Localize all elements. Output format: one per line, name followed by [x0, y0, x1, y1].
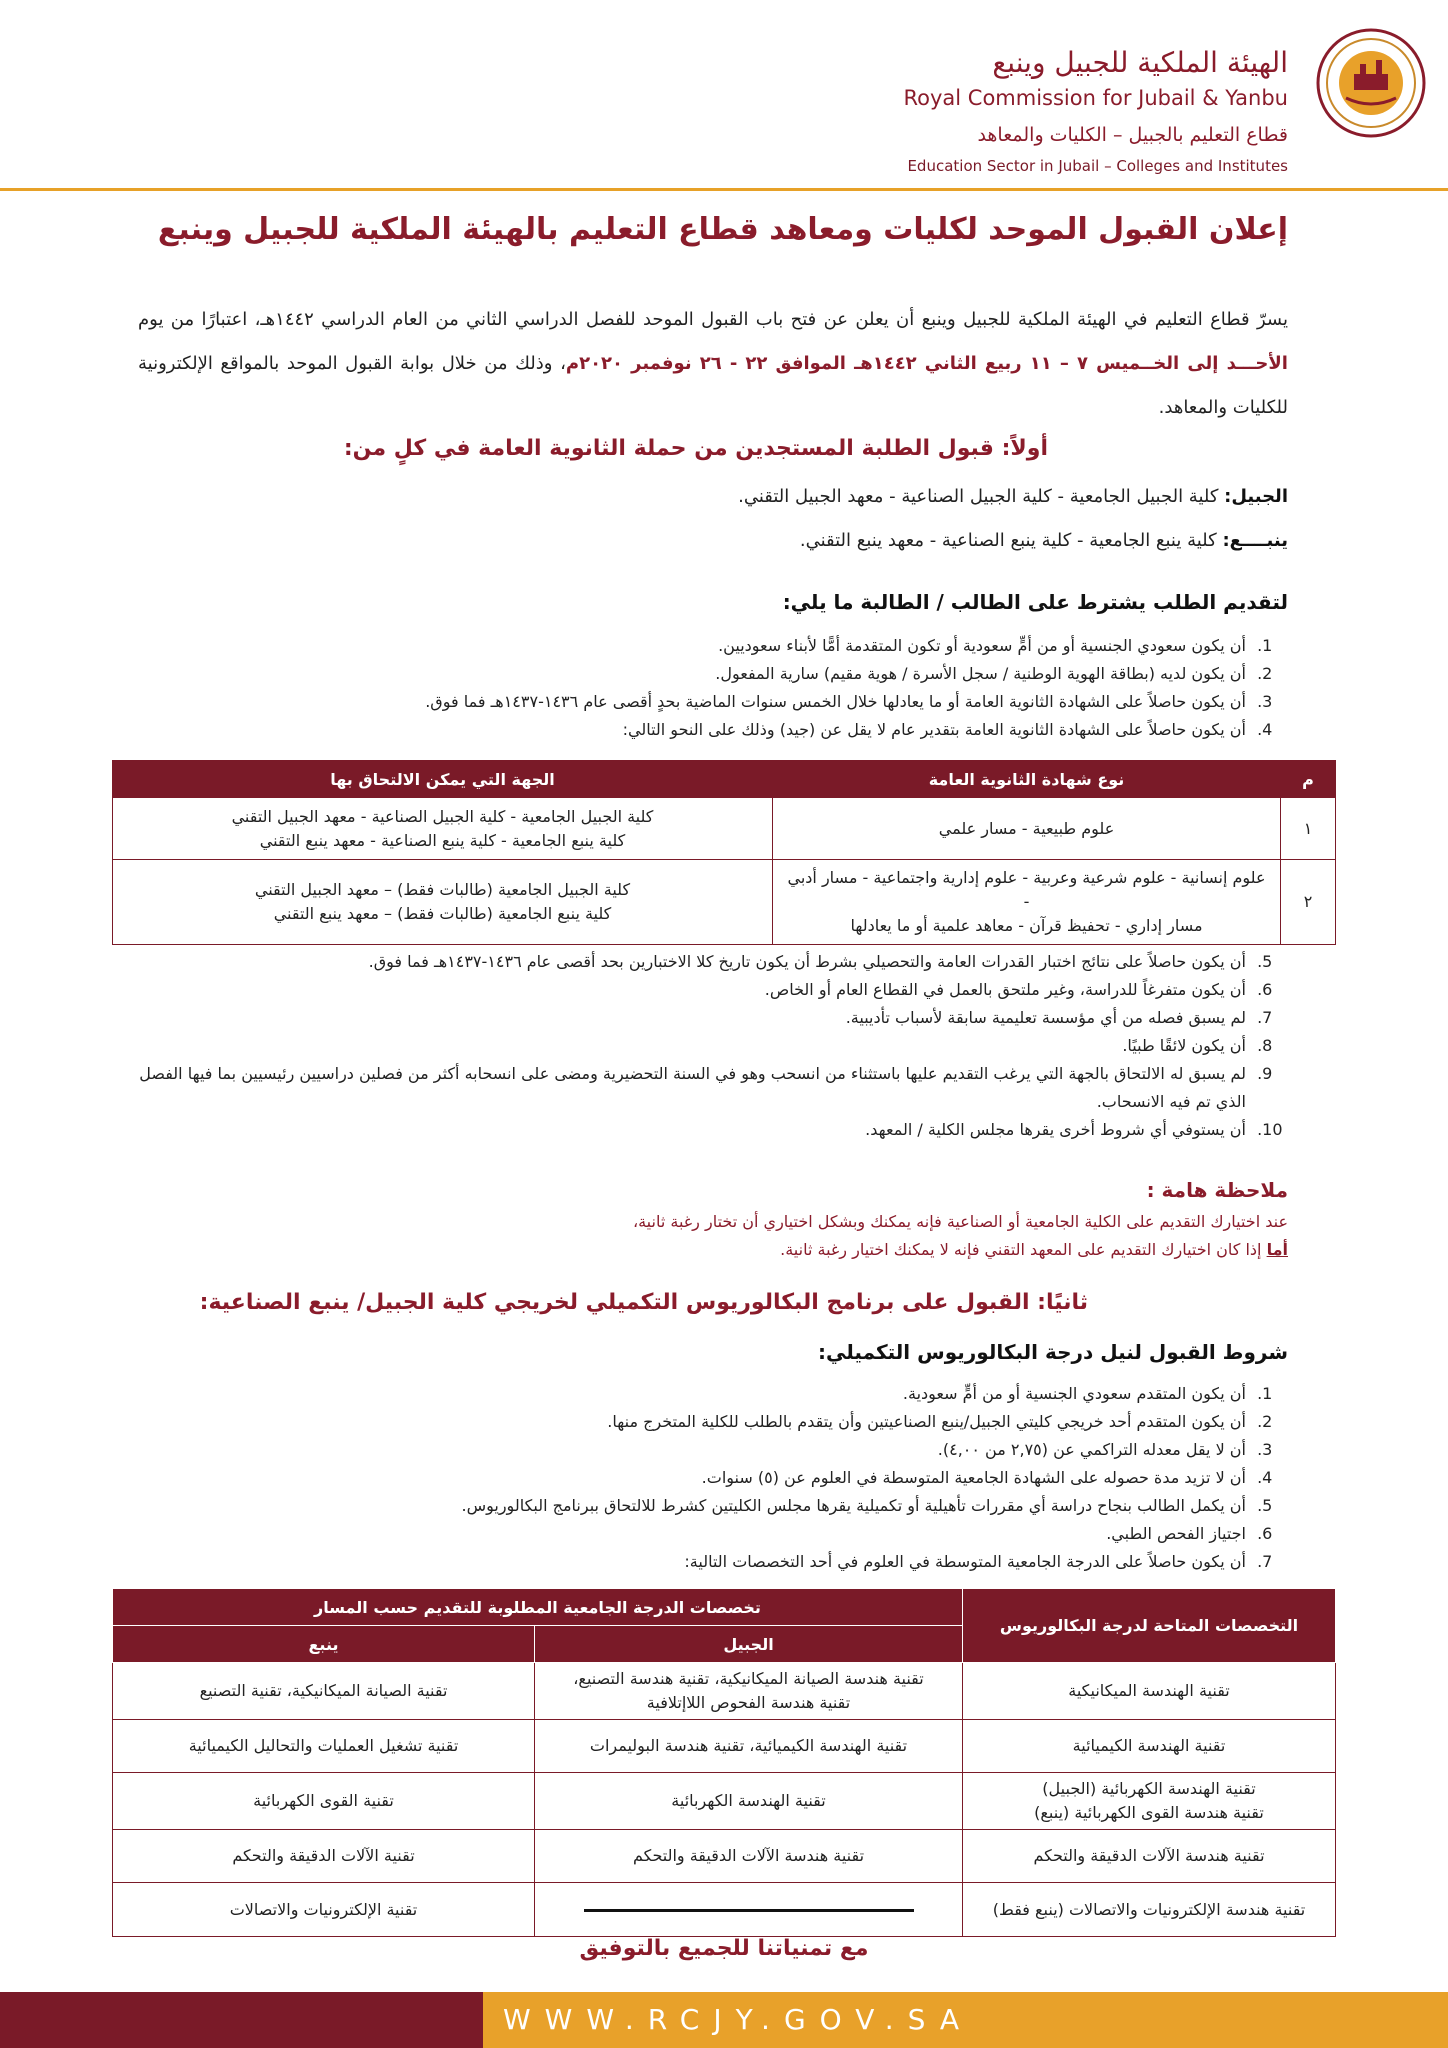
list-item: 4. أن يكون حاصلاً على الشهادة الثانوية العامة بتقدير عام لا يقل عن (جيد) وذلك على النحو التالي: [138, 716, 1252, 744]
col-header-required-degree: تخصصات الدرجة الجامعية المطلوبة للتقديم حسب المسار [113, 1589, 963, 1626]
destination-cell [113, 860, 773, 945]
jubail-cell [535, 1663, 963, 1720]
col-header-bachelor-major: التخصصات المتاحة لدرجة البكالوريوس [963, 1589, 1336, 1663]
list-item: 10. أن يستوفي أي شروط أخرى يقرها مجلس الكلية / المعهد. [138, 1116, 1252, 1144]
list-item: 3. أن لا يقل معدله التراكمي عن (٢,٧٥ من ٤,٠٠). [138, 1436, 1252, 1464]
yanbu-cell: تقنية الآلات الدقيقة والتحكم [113, 1830, 535, 1883]
major-cell: تقنية الهندسة الميكانيكية [963, 1663, 1336, 1720]
list-item: 7. أن يكون حاصلاً على الدرجة الجامعية المتوسطة في العلوم في أحد التخصصات التالية: [138, 1548, 1252, 1576]
yanbu-cell: تقنية الصيانة الميكانيكية، تقنية التصنيع [113, 1663, 535, 1720]
list-item: 2. أن يكون المتقدم أحد خريجي كليتي الجبيل/ينبع الصناعيتين وأن يتقدم بالطلب للكلية المتخرج منها. [138, 1408, 1252, 1436]
destination-line: كلية ينبع الجامعية - كلية ينبع الصناعية - معهد ينبع التقني [259, 830, 626, 850]
list-item: 6. اجتياز الفحص الطبي. [138, 1520, 1252, 1548]
conditions-list-b [138, 948, 1288, 1144]
certificate-type: علوم طبيعية - مسار علمي [773, 798, 1281, 860]
section2-heading: ثانيًا: القبول على برنامج البكالوريوس التكميلي لخريجي كلية الجبيل/ ينبع الصناعية: [199, 1290, 1088, 1315]
col-header-number: م [1281, 761, 1336, 798]
list-item: 4. أن لا تزيد مدة حصوله على الشهادة الجامعية المتوسطة في العلوم عن (٥) سنوات. [138, 1464, 1252, 1492]
col-header-certificate: نوع شهادة الثانوية العامة [773, 761, 1281, 798]
major-line: تقنية الهندسة الكهربائية (الجبيل) [1042, 1779, 1256, 1798]
major-cell: تقنية الهندسة الكيميائية [963, 1720, 1336, 1773]
list-item: 5. أن يكمل الطالب بنجاح دراسة أي مقررات تأهيلية أو تكميلية يقرها مجلس الكليتين كشرط للالتحاق ببرنامج البكالوريوس. [138, 1492, 1252, 1520]
yanbu-colleges-line [800, 530, 1288, 551]
majors-table [112, 1588, 1336, 1937]
destination-cell [113, 798, 773, 860]
note-line-2-text: إذا كان اختيارك التقديم على المعهد التقني فإنه لا يمكنك اختيار رغبة ثانية. [780, 1240, 1267, 1259]
yanbu-cell: تقنية القوى الكهربائية [113, 1773, 535, 1830]
list-item: 5. أن يكون حاصلاً على نتائج اختبار القدرات العامة والتحصيلي بشرط أن يكون تاريخ كلا الاختبارين بحد أقصى عام ١٤٣٦-١٤٣٧هـ فما فوق. [138, 948, 1252, 976]
table-row [113, 1663, 1336, 1720]
table-row [113, 1830, 1336, 1883]
jubail-cell: تقنية الهندسة الكيميائية، تقنية هندسة البوليمرات [535, 1720, 963, 1773]
header-divider [0, 188, 1448, 191]
list-item: 1. أن يكون المتقدم سعودي الجنسية أو من أمٍّ سعودية. [138, 1380, 1252, 1408]
list-item: 9. لم يسبق له الالتحاق بالجهة التي يرغب التقديم عليها باستثناء من انسحب وهو في السنة التحضيرية ومضى على انسحابه أكثر من فصلين دراسيين رئيسيين بما فيها الفصل الذي تم فيه الانسحاب. [138, 1060, 1252, 1116]
intro-text-2: ، وذلك من خلال بوابة القبول الموحد بالمواقع الإلكترونية للكليات والمعاهد. [138, 353, 1288, 418]
list-item: 6. أن يكون متفرغاً للدراسة، وغير ملتحق بالعمل في القطاع العام أو الخاص. [138, 976, 1252, 1004]
destination-line: كلية ينبع الجامعية (طالبات فقط) – معهد ينبع التقني [273, 904, 612, 923]
row-number: ١ [1281, 798, 1336, 860]
bachelor-requirements-heading: شروط القبول لنيل درجة البكالوريوس التكميلي: [818, 1340, 1288, 1364]
yanbu-colleges: كلية ينبع الجامعية - كلية ينبع الصناعية - معهد ينبع التقني. [799, 530, 1223, 551]
table-row [113, 798, 1336, 860]
note-line-2 [300, 1236, 1288, 1264]
jubail-colleges: كلية الجبيل الجامعية - كلية الجبيل الصناعية - معهد الجبيل التقني. [738, 486, 1225, 507]
org-name-english: Royal Commission for Jubail & Yanbu [903, 86, 1288, 110]
requirements-heading: لتقديم الطلب يشترط على الطالب / الطالبة ما يلي: [782, 590, 1288, 614]
footer-maroon-bar [0, 1992, 483, 2048]
intro-paragraph [138, 298, 1288, 430]
note-heading: ملاحظة هامة : [1146, 1178, 1288, 1202]
table-row [113, 1883, 1336, 1937]
major-cell: تقنية هندسة الإلكترونيات والاتصالات (ينبع فقط) [963, 1883, 1336, 1937]
list-item: 8. أن يكون لائقًا طبيًا. [138, 1032, 1252, 1060]
col-header-destination: الجهة التي يمكن الالتحاق بها [113, 761, 773, 798]
conditions-list-a [138, 632, 1288, 744]
table-row [113, 1773, 1336, 1830]
intro-dates: الأحـــد إلى الخــميس ٧ – ١١ ربيع الثاني ١٤٤٢هـ الموافق ٢٢ - ٢٦ نوفمبر ٢٠٢٠م [565, 353, 1288, 374]
org-name-arabic: الهيئة الملكية للجبيل وينبع [992, 46, 1288, 79]
page-title: إعلان القبول الموحد لكليات ومعاهد قطاع التعليم بالهيئة الملكية للجبيل وينبع [157, 212, 1288, 247]
col-header-yanbu: ينبع [113, 1626, 535, 1663]
website-link[interactable]: WWW.RCJY.GOV.SA [503, 2003, 974, 2036]
list-item: 2. أن يكون لديه (بطاقة الهوية الوطنية / سجل الأسرة / هوية مقيم) سارية المفعول. [138, 660, 1252, 688]
section1-heading: أولاً: قبول الطلبة المستجدين من حملة الثانوية العامة في كلٍ من: [343, 436, 1048, 461]
table-row [113, 860, 1336, 945]
jubail-cell: تقنية الهندسة الكهربائية [535, 1773, 963, 1830]
table-row [113, 1720, 1336, 1773]
row-number: ٢ [1281, 860, 1336, 945]
sector-name-arabic: قطاع التعليم بالجبيل – الكليات والمعاهد [977, 124, 1288, 146]
list-item: 7. لم يسبق فصله من أي مؤسسة تعليمية سابقة لأسباب تأديبية. [138, 1004, 1252, 1032]
certificate-line: مسار إداري - تحفيظ قرآن - معاهد علمية أو ما يعادلها [850, 916, 1203, 935]
yanbu-cell: تقنية تشغيل العمليات والتحاليل الكيميائية [113, 1720, 535, 1773]
sector-name-english: Education Sector in Jubail – Colleges and Institutes [907, 157, 1288, 175]
certificate-type [773, 860, 1281, 945]
col-header-jubail: الجبيل [535, 1626, 963, 1663]
jubail-colleges-line [738, 486, 1288, 507]
note-emphasis: أما [1266, 1240, 1288, 1259]
list-item: 3. أن يكون حاصلاً على الشهادة الثانوية العامة أو ما يعادلها خلال الخمس سنوات الماضية بحدٍ أقصى عام ١٤٣٦-١٤٣٧هـ فما فوق. [138, 688, 1252, 716]
kingdom-seal-icon [1316, 28, 1426, 138]
destination-line: كلية الجبيل الجامعية (طالبات فقط) – معهد الجبيل التقني [254, 880, 631, 899]
intro-text-1: يسرّ قطاع التعليم في الهيئة الملكية للجبيل وينبع أن يعلن عن فتح باب القبول الموحد للفصل الدراسي الثاني من العام الدراسي ١٤٤٢هـ، اعتبارًا من يوم [138, 309, 1288, 330]
jubail-line: تقنية هندسة الصيانة الميكانيكية، تقنية هندسة التصنيع، [573, 1669, 924, 1688]
major-cell [963, 1773, 1336, 1830]
bachelor-conditions-list [138, 1380, 1288, 1576]
certificate-table [112, 760, 1336, 945]
yanbu-cell: تقنية الإلكترونيات والاتصالات [113, 1883, 535, 1937]
note-line-1: عند اختيارك التقديم على الكلية الجامعية أو الصناعية فإنه يمكنك وبشكل اختياري أن تختار رغبة ثانية، [632, 1212, 1288, 1231]
closing-wishes: مع تمنياتنا للجميع بالتوفيق [579, 1936, 869, 1961]
destination-line: كلية الجبيل الجامعية - كلية الجبيل الصناعية - معهد الجبيل التقني [231, 806, 654, 826]
page-header [0, 0, 1448, 192]
jubail-label: الجبيل: [1224, 486, 1288, 507]
list-item: 1. أن يكون سعودي الجنسية أو من أمٍّ سعودية أو تكون المتقدمة أمًّا لأبناء سعوديين. [138, 632, 1252, 660]
major-cell: تقنية هندسة الآلات الدقيقة والتحكم [963, 1830, 1336, 1883]
jubail-cell-empty [535, 1883, 963, 1937]
yanbu-label: ينبــــع: [1222, 530, 1288, 551]
certificate-line: علوم إنسانية - علوم شرعية وعربية - علوم إدارية واجتماعية - مسار أدبي - [787, 868, 1266, 911]
jubail-cell: تقنية هندسة الآلات الدقيقة والتحكم [535, 1830, 963, 1883]
jubail-line: تقنية هندسة الفحوص اللاإتلافية [646, 1693, 851, 1712]
not-available-dash [584, 1909, 914, 1912]
major-line: تقنية هندسة القوى الكهربائية (ينبع) [1034, 1803, 1264, 1822]
